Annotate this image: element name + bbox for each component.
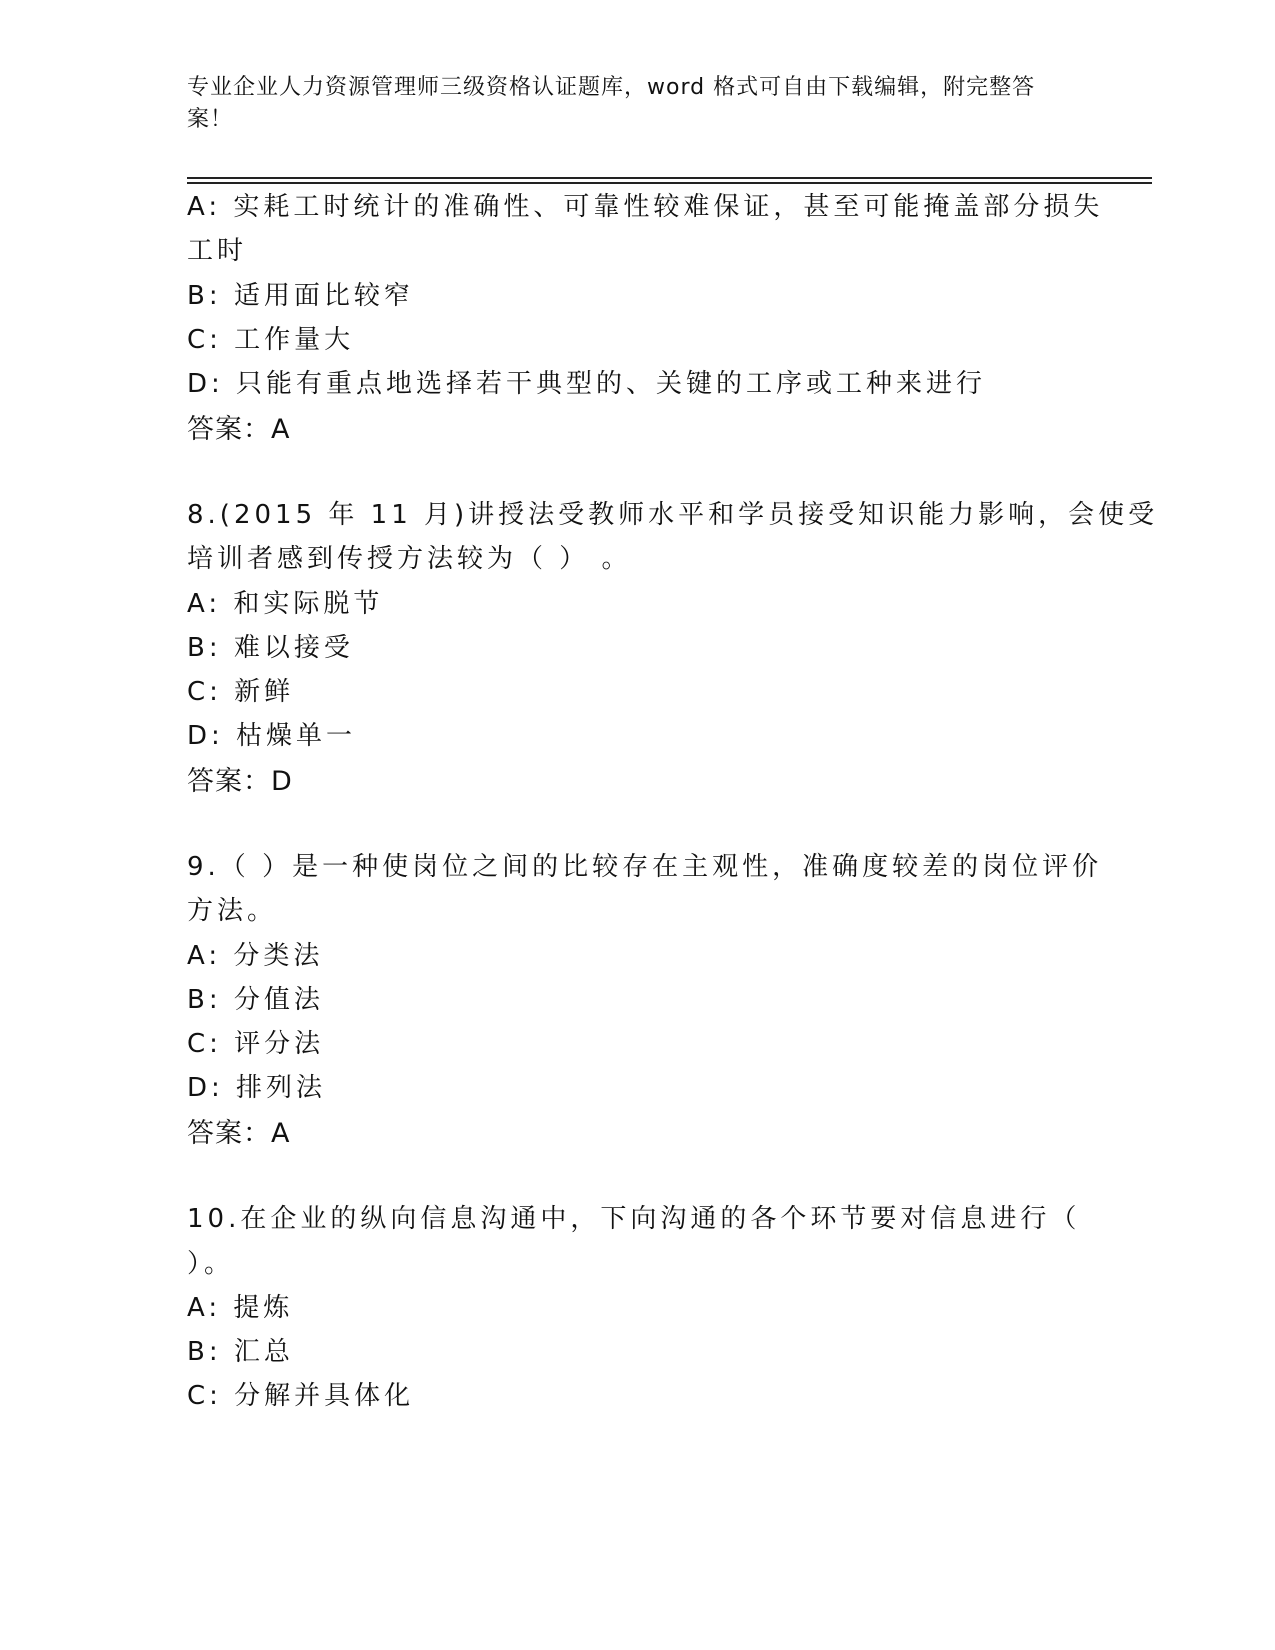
answer-label: 答案： [187,414,271,445]
q8-stem-line1: 8.(2015 年 11 月)讲授法受教师水平和学员接受知识能力影响，会使受 [187,500,1159,530]
q9-option-d: D: 排列法 [187,1073,327,1103]
q10-option-b: B: 汇总 [187,1337,294,1367]
q8-option-a: A: 和实际脱节 [187,589,384,619]
q7-option-b: B: 适用面比较窄 [187,281,414,311]
q9-option-c: C: 评分法 [187,1029,325,1059]
q10-stem-line2: ）。 [187,1249,235,1279]
q7-answer [187,413,290,447]
q10-stem-line1: 10.在企业的纵向信息沟通中，下向沟通的各个环节要对信息进行（ [187,1204,1081,1234]
q9-stem-line1: 9.（ ）是一种使岗位之间的比较存在主观性，准确度较差的岗位评价 [187,852,1103,882]
header-divider-bottom [187,182,1152,184]
answer-value: A [271,414,291,445]
q8-stem-line2: 培训者感到传授方法较为（ ） 。 [187,544,632,574]
document-header: 专业企业人力资源管理师三级资格认证题库，word 格式可自由下载编辑，附完整答案！ [187,75,1036,132]
q8-option-b: B: 难以接受 [187,633,354,663]
answer-label: 答案： [187,1118,271,1149]
q8-option-c: C: 新鲜 [187,677,295,707]
q10-option-c: C: 分解并具体化 [187,1381,415,1411]
answer-value: D [271,766,293,797]
q9-stem-line2: 方法。 [187,896,278,926]
q7-option-c: C: 工作量大 [187,325,355,355]
answer-value: A [271,1118,291,1149]
q9-option-a: A: 分类法 [187,941,324,971]
q7-option-a-line1: A: 实耗工时统计的准确性、可靠性较难保证，甚至可能掩盖部分损失 [187,192,1104,222]
header-divider-top [187,177,1152,179]
q9-option-b: B: 分值法 [187,985,324,1015]
q9-answer [187,1117,290,1151]
q8-option-d: D: 枯燥单一 [187,721,357,751]
q10-option-a: A: 提炼 [187,1293,294,1323]
q8-answer [187,765,293,799]
q7-option-d: D: 只能有重点地选择若干典型的、关键的工序或工种来进行 [187,369,987,399]
answer-label: 答案： [187,766,271,797]
q7-option-a-line2: 工时 [187,236,248,266]
